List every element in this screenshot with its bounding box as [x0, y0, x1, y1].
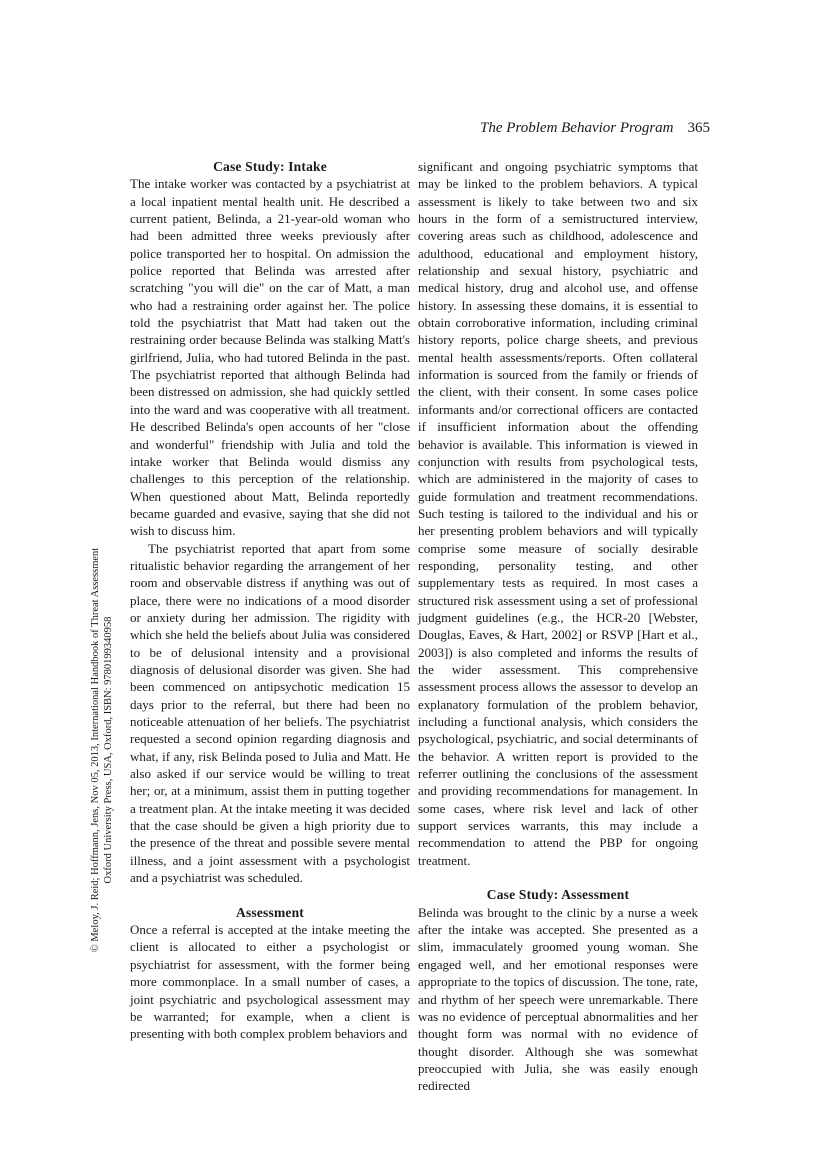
section-gap [418, 869, 698, 886]
paragraph: significant and ongoing psychiatric symptoms that may be linked to the problem behaviors. A typical assessment is likely to take between two and six hours in the form of a semistructured interview, covering areas such as childhood, adolescence and adulthood, educational and employment history, relationship and sexual history, psychiatric and medical history, drug and alcohol use, and offense history. In assessing these domains, it is essential to obtain corroborative information, including criminal history reports, police charge sheets, and previous mental health assessments/reports. Often collateral information is sourced from the family or friends of the client, with their consent. In some cases police informants and/or correctional officers are contacted if insufficient information about the offending behavior is available. This information is viewed in conjunction with results from psychological tests, which are administered in the majority of cases to guide formulation and treatment recommendations. Such testing is tailored to the individual and his or her presenting problem behaviors and will typically comprise some measure of socially desirable responding, personality testing, and other supplementary tests as required. In most cases a structured risk assessment using a set of professional judgment guidelines (e.g., the HCR-20 [Webster, Douglas, Eaves, & Hart, 2002] or RSVP [Hart et al., 2003]) is also completed and informs the results of the wider assessment. This comprehensive assessment process allows the assessor to develop an explanatory formulation of the problem behavior, including a functional analysis, which considers the psychological, psychiatric, and social determinants of the behavior. A written report is provided to the referrer outlining the conclusions of the assessment and providing recommendations for management. In some cases, where risk level and lack of other support services warrants, this may include a recommendation to attend the PBP for ongoing treatment. [418, 159, 698, 868]
section-gap [130, 886, 410, 903]
copyright-notice [89, 548, 115, 952]
running-title: The Problem Behavior Program [480, 120, 674, 136]
paragraph: Once a referral is accepted at the intake meeting the client is allocated to either a psychologist or psychiatrist for assessment, with the former being more commonplace. In a small number of cases, a joint psychiatric and psychological assessment may be warranted; for example, when a client is presenting with both complex problem behaviors and [130, 922, 410, 1042]
paragraph: The psychiatrist reported that apart from some ritualistic behavior regarding the arrangement of her room and observable distress if anything was out of place, there were no indications of a mood disorder or anxiety during her admission. The rigidity with which she held the beliefs about Julia was considered to be of delusional intensity and a provisional diagnosis of delusional disorder was given. She had been commenced on antipsychotic medication 15 days prior to the referral, but there had been no noticeable attenuation of her beliefs. The psychiatrist requested a second opinion regarding diagnosis and what, if any, risk Belinda posed to Julia and Matt. He also asked if our service would be willing to treat her; or, at a minimum, assist them in putting together a treatment plan. At the intake meeting it was decided that the case should be given a high priority due to the presence of the threat and possible severe mental illness, and a joint assessment with a psychologist and a psychiatrist was scheduled. [130, 540, 410, 886]
heading-case-study-intake: Case Study: Intake [213, 159, 327, 174]
paragraph: Belinda was brought to the clinic by a nurse a week after the intake was accepted. She presented as a slim, immaculately groomed young woman. She engaged well, and her emotional responses were appropriate to the topics of discussion. The tone, rate, and rhythm of her speech were unremarkable. There was no evidence of perceptual abnormalities and her thought form was normal with no evidence of thought disorder. Although she was somewhat preoccupied with Julia, she was easily enough redirected [418, 904, 698, 1094]
copyright-line-2: Oxford University Press, USA, Oxford, ISBN: 9780199340958 [103, 616, 114, 884]
paragraph: The intake worker was contacted by a psychiatrist at a local inpatient mental health unit. He described a current patient, Belinda, a 21-year-old woman who had been admitted three weeks previously after police transported her to hospital. On admission the police reported that Belinda was arrested after scratching "you will die" on the car of Matt, a man who had a restraining order against her. The police told the psychiatrist that Matt had taken out the restraining order because Belinda was stalking Matt's girlfriend, Julia, who had tutored Belinda in the past. The psychiatrist reported that although Belinda had been distressed on admission, she had quickly settled into the ward and was cooperative with all treatment. He described Belinda's open accounts of her "close and wonderful" friendship with Julia and told the intake worker that Belinda would dismiss any challenges to this perception of the relationship. When questioned about Matt, Belinda reportedly became guarded and evasive, saying that she did not wish to discuss him. [130, 176, 410, 539]
left-column [130, 158, 410, 1043]
page-number: 365 [687, 120, 710, 136]
copyright-sidebar [72, 490, 132, 1010]
heading-assessment: Assessment [236, 904, 304, 920]
running-head [430, 120, 710, 137]
copyright-line-1: © Meloy, J. Reid; Hoffmann, Jens, Nov 05, 2013, International Handbook of Threat Assessment [90, 547, 101, 953]
heading-case-study-assessment: Case Study: Assessment [486, 887, 630, 903]
right-column [418, 158, 698, 1095]
